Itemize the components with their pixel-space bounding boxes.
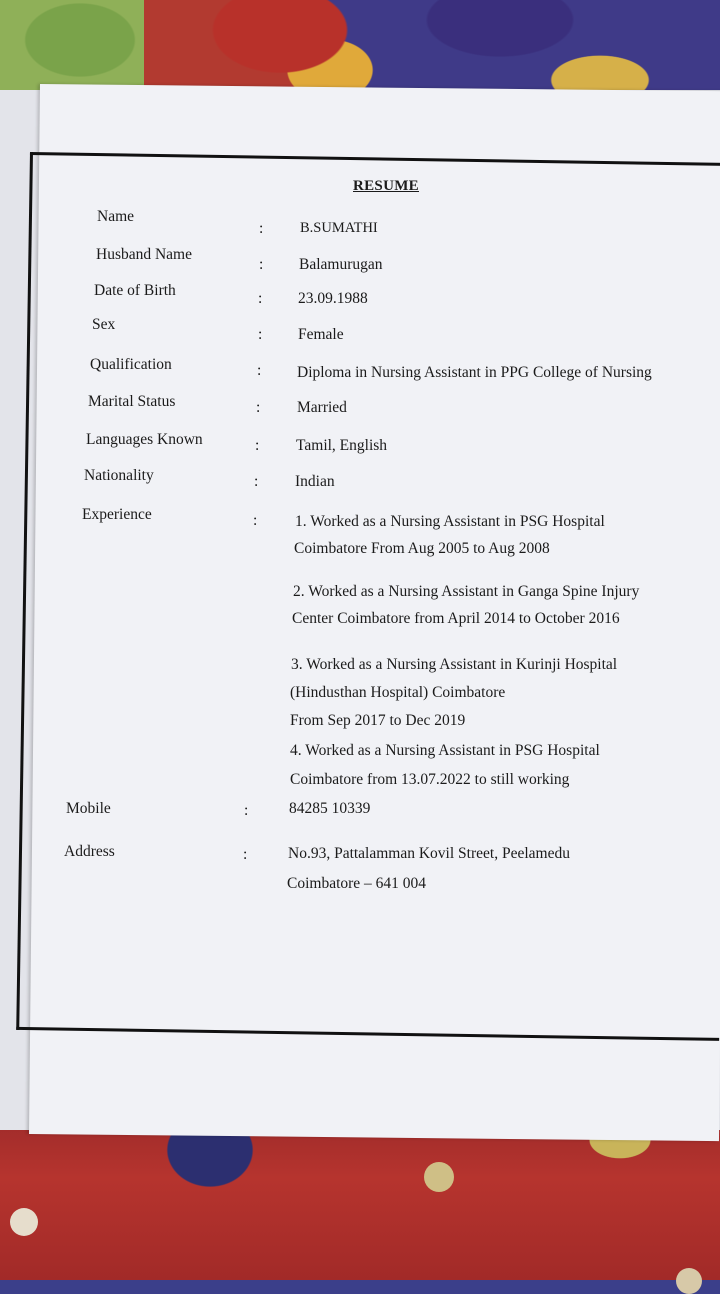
- field-label-sex: Sex: [92, 316, 116, 333]
- experience-line: Coimbatore From Aug 2005 to Aug 2008: [294, 540, 550, 557]
- field-value-languages-known: Tamil, English: [296, 437, 388, 454]
- document-title: RESUME: [353, 178, 419, 194]
- field-colon: :: [258, 326, 263, 343]
- field-colon: :: [256, 399, 261, 416]
- field-label-marital-status: Marital Status: [88, 393, 176, 410]
- experience-line: Center Coimbatore from April 2014 to October 2016: [292, 610, 620, 627]
- experience-line: 3. Worked as a Nursing Assistant in Kurinji Hospital: [291, 656, 618, 673]
- field-colon: :: [244, 802, 249, 819]
- field-colon: :: [259, 256, 264, 273]
- field-value-address-line: No.93, Pattalamman Kovil Street, Peelamedu: [288, 845, 570, 862]
- field-label-date-of-birth: Date of Birth: [94, 282, 176, 299]
- field-value-name: B.SUMATHI: [300, 220, 378, 236]
- field-value-marital-status: Married: [297, 399, 347, 416]
- experience-line: (Hindusthan Hospital) Coimbatore: [290, 684, 506, 701]
- field-value-husband-name: Balamurugan: [299, 256, 383, 273]
- experience-line: 4. Worked as a Nursing Assistant in PSG Hospital: [290, 742, 600, 759]
- experience-line: Coimbatore from 13.07.2022 to still working: [290, 771, 570, 788]
- field-colon: :: [257, 362, 262, 379]
- field-colon: :: [258, 290, 263, 307]
- field-value-address-line: Coimbatore – 641 004: [287, 875, 427, 892]
- field-value-qualification: Diploma in Nursing Assistant in PPG College of Nursing: [297, 364, 652, 381]
- field-label-qualification: Qualification: [90, 356, 172, 373]
- field-label-nationality: Nationality: [84, 467, 154, 484]
- field-label-mobile: Mobile: [66, 800, 111, 817]
- field-label-languages-known: Languages Known: [86, 431, 203, 448]
- field-colon: :: [253, 512, 258, 529]
- field-label-address: Address: [64, 843, 115, 860]
- experience-line: 1. Worked as a Nursing Assistant in PSG Hospital: [295, 513, 605, 530]
- field-value-nationality: Indian: [295, 473, 335, 490]
- field-value-sex: Female: [298, 326, 344, 343]
- field-colon: :: [255, 437, 260, 454]
- experience-line: From Sep 2017 to Dec 2019: [290, 712, 466, 729]
- field-value-date-of-birth: 23.09.1988: [298, 290, 368, 307]
- field-label-name: Name: [97, 208, 135, 225]
- field-label-husband-name: Husband Name: [96, 246, 192, 263]
- field-colon: :: [243, 846, 248, 863]
- field-colon: :: [254, 473, 259, 490]
- field-value-mobile: 84285 10339: [289, 800, 371, 817]
- field-colon: :: [259, 220, 264, 237]
- field-label-experience: Experience: [82, 506, 152, 523]
- experience-line: 2. Worked as a Nursing Assistant in Ganga Spine Injury: [293, 583, 640, 600]
